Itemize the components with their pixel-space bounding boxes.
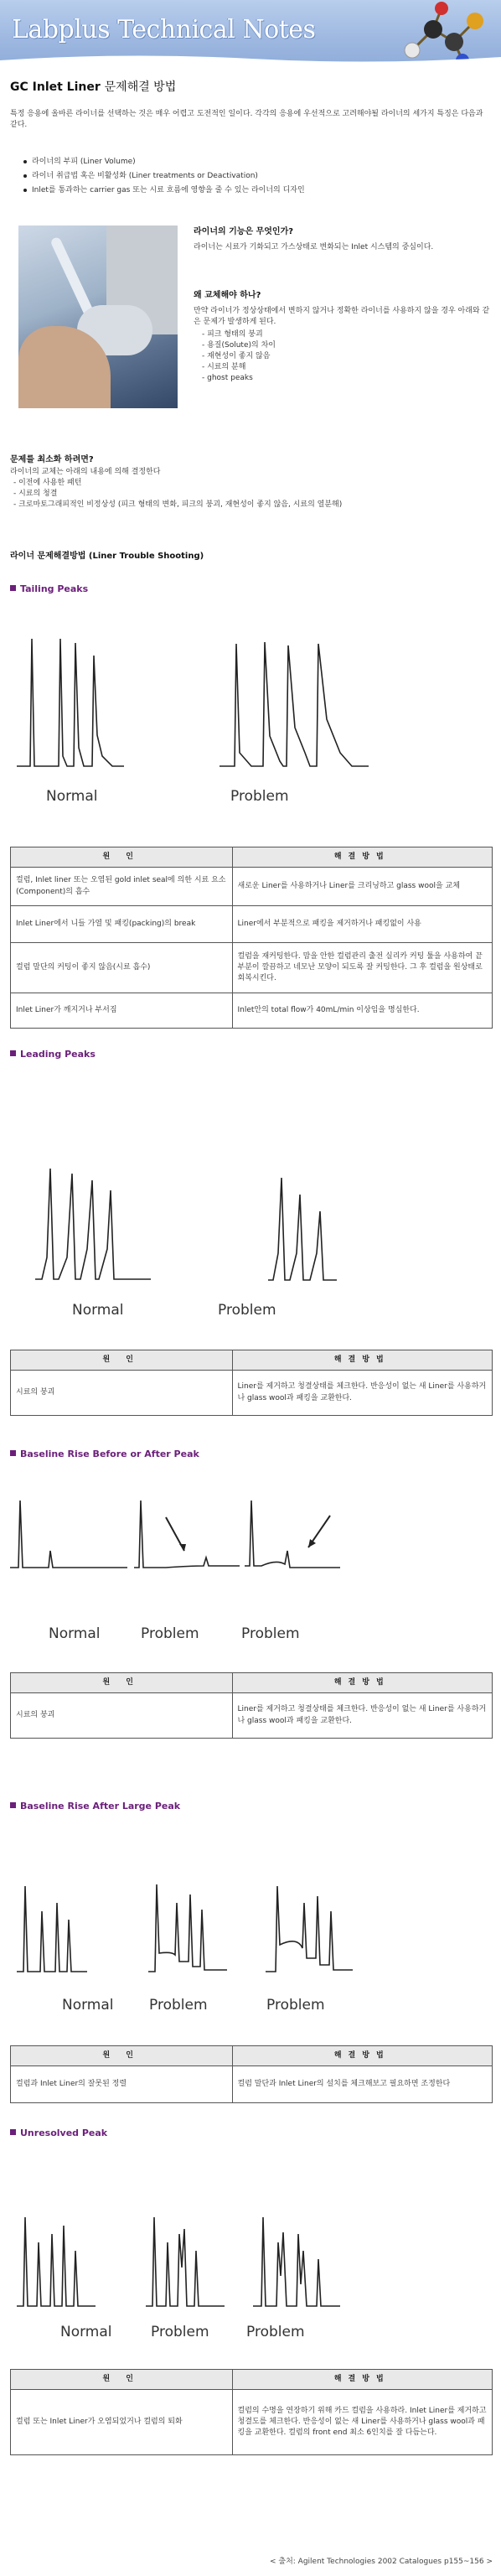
table-header-solution: 해결방법 (232, 2370, 493, 2390)
list-item: - 피크 형태의 붕괴 (202, 329, 495, 340)
normal-label: Normal (72, 1302, 124, 1319)
chromatogram-normal (8, 1492, 134, 1576)
tailing-table (10, 847, 493, 1029)
problem-label: Problem (218, 1302, 276, 1319)
problem-label: Problem (149, 1997, 208, 2014)
banner-wave (0, 52, 501, 67)
minimize-question: 문제를 최소화 하려면? (10, 455, 94, 464)
list-item: - 시료의 청결 (13, 489, 492, 500)
solution-cell: 컬럼 말단과 Inlet Liner의 설치를 체크해보고 필요하면 조정한다 (232, 2066, 493, 2103)
intro-paragraph: 특정 응용에 올바른 라이너를 선택하는 것은 매우 어렵고 도전적인 일이다. 각각의 응용에 우선적으로 고려해야될 라이너의 세가지 특징은 다음과 같다. (10, 110, 483, 130)
list-item: - ghost peaks (202, 373, 495, 384)
page-title-en: GC Inlet Liner (10, 80, 101, 94)
list-item: - 크로마토그래피적인 비정상성 (피크 형태의 변화, 피크의 붕괴, 재현성이 좋지 않음, 시료의 열분해) (13, 500, 492, 511)
chromatogram-problem (132, 1492, 241, 1576)
page-title (10, 79, 176, 96)
baseline-rise-table (10, 1672, 493, 1739)
trouble-heading: 라이너 문제해결방법 (Liner Trouble Shooting) (10, 552, 204, 561)
solution-cell: 새로운 Liner를 사용하거나 Liner를 크리닝하고 glass wool을 교체 (232, 868, 493, 906)
chromatogram-problem (264, 1878, 356, 1978)
chromatogram-normal (15, 1878, 90, 1978)
list-item: - 이전에 사용한 패턴 (13, 478, 492, 489)
table-row (11, 993, 493, 1029)
normal-label: Normal (62, 1997, 114, 2014)
solution-cell: 컬럼을 재커팅한다. 맘을 안한 컬럼관리 출전 실리카 커팅 툴을 사용하여 끝부분이 깔끔하고 네모난 모양이 되도록 잘 커팅한다. 그 후 컬럼을 원상태로 회복시킨다. (232, 943, 493, 993)
table-row (11, 1693, 493, 1739)
problem-label: Problem (141, 1625, 199, 1642)
minimize-list (13, 478, 492, 511)
normal-label: Normal (60, 2324, 112, 2340)
chromatogram-problem (218, 627, 373, 771)
cause-cell: 컬럼, Inlet liner 또는 오염된 gold inlet seal에 의한 시료 요소(Component)의 흡수 (11, 868, 233, 906)
section-title-leading: Leading Peaks (10, 1048, 96, 1061)
solution-cell: Liner를 제거하고 청결상태를 체크한다. 반응성이 없는 새 Liner를 사용하거나 glass wool과 패킹을 교환한다. (232, 1693, 493, 1739)
normal-label: Normal (46, 788, 98, 805)
qa-replace-question: 왜 교체해야 하나? (194, 291, 261, 300)
table-header-solution: 해결방법 (232, 1350, 493, 1371)
problem-label: Problem (230, 788, 289, 805)
cause-cell: 시료의 붕괴 (11, 1371, 233, 1416)
table-row (11, 906, 493, 943)
section-title-baseline-rise: Baseline Rise Before or After Peak (10, 1448, 199, 1461)
qa-replace-answer: 만약 라이너가 정상상태에서 변하지 않거나 정확한 라이너를 사용하지 않을 경우 아래와 같은 문제가 발생하게 된다. (194, 306, 490, 326)
list-item: Inlet를 통과하는 carrier gas 또는 시료 흐름에 영향을 줄 수 있는 라이너의 디자인 (23, 185, 493, 196)
table-header-row (11, 2046, 493, 2066)
solution-cell: Inlet안의 total flow가 40mL/min 이상임을 명심한다. (232, 993, 493, 1029)
baseline-large-table (10, 2045, 493, 2103)
unresolved-table (10, 2369, 493, 2455)
cause-cell: 컬럼 말단의 커팅이 좋지 않음(시료 흡수) (11, 943, 233, 993)
liner-install-photo (18, 225, 178, 408)
source-citation: < 출처: Agilent Technologies 2002 Catalogues p155~156 > (270, 2558, 493, 2566)
table-header-solution: 해결방법 (232, 2046, 493, 2066)
table-header-cause: 원 인 (11, 2046, 233, 2066)
qa-function (194, 226, 495, 253)
table-header-solution: 해결방법 (232, 1673, 493, 1693)
table-header-cause: 원 인 (11, 1350, 233, 1371)
table-header-solution: 해결방법 (232, 847, 493, 868)
chromatogram-problem (147, 1878, 230, 1978)
problem-label: Problem (246, 2324, 305, 2340)
table-row (11, 2390, 493, 2455)
problem-label: Problem (241, 1625, 300, 1642)
cause-cell: 시료의 붕괴 (11, 1693, 233, 1739)
table-header-cause: 원 인 (11, 847, 233, 868)
chromatogram-normal (15, 622, 132, 773)
cause-cell: Inlet Liner에서 니들 가열 및 패킹(packing)의 break (11, 906, 233, 943)
liner-features-list (23, 157, 493, 200)
list-item: - 재현성이 좋지 않음 (202, 351, 495, 362)
chromatogram-normal (34, 1157, 159, 1291)
solution-cell: Liner에서 부분적으로 패킹을 제거하거나 패킹없이 사용 (232, 906, 493, 943)
table-header-row (11, 1673, 493, 1693)
qa-function-answer: 라이너는 시료가 기화되고 가스상태로 변화되는 Inlet 시스템의 중심이다. (194, 242, 434, 251)
chromatogram-problem (144, 2209, 228, 2314)
cause-cell: 컬럼과 Inlet Liner의 잘못된 정렬 (11, 2066, 233, 2103)
table-row (11, 943, 493, 993)
table-header-row (11, 2370, 493, 2390)
list-item: 라이너 취급법 혹은 비활성화 (Liner treatments or Deactivation) (23, 171, 493, 182)
table-header-row (11, 847, 493, 868)
table-row (11, 868, 493, 906)
chromatogram-problem (243, 1492, 343, 1576)
list-item: - 시료의 분해 (202, 362, 495, 373)
chromatogram-problem (266, 1161, 338, 1291)
list-item: - 용질(Solute)의 차이 (202, 340, 495, 351)
table-row (11, 2066, 493, 2103)
table-header-cause: 원 인 (11, 2370, 233, 2390)
solution-cell: 컬럼의 수명을 연장하기 위해 카드 컬럼을 사용하라. Inlet Liner를 제거하고 청결도를 체크한다. 반응성이 없는 새 Liner를 사용하거나 glass wool과 패킹을 교환한다. 컬럼의 front end 최소 6인치를 잘 다듬는다. (232, 2390, 493, 2455)
problem-label: Problem (151, 2324, 209, 2340)
table-header-row (11, 1350, 493, 1371)
problem-label: Problem (266, 1997, 325, 2014)
normal-label: Normal (49, 1625, 101, 1642)
minimize-block (10, 454, 492, 511)
banner-title: Labplus Technical Notes (12, 15, 316, 44)
page-title-ko: 문제해결 방법 (104, 80, 177, 94)
qa-replace (194, 290, 495, 384)
cause-cell: 컬럼 또는 Inlet Liner가 오염되었거나 컬럼의 퇴화 (11, 2390, 233, 2455)
header-banner (0, 0, 501, 67)
chromatogram-normal (15, 2209, 99, 2314)
section-title-tailing: Tailing Peaks (10, 583, 88, 596)
chromatogram-problem (251, 2209, 343, 2314)
cause-cell: Inlet Liner가 깨지거나 부서짐 (11, 993, 233, 1029)
qa-function-question: 라이너의 기능은 무엇인가? (194, 227, 294, 236)
solution-cell: Liner를 제거하고 청결상태를 체크한다. 반응성이 없는 새 Liner를 사용하거나 glass wool과 패킹을 교환한다. (232, 1371, 493, 1416)
minimize-answer: 라이너의 교체는 아래의 내용에 의해 결정한다 (10, 467, 161, 476)
leading-table (10, 1350, 493, 1416)
section-title-unresolved: Unresolved Peak (10, 2127, 107, 2140)
table-header-cause: 원 인 (11, 1673, 233, 1693)
section-title-baseline-large: Baseline Rise After Large Peak (10, 1800, 180, 1813)
list-item: 라이너의 부피 (Liner Volume) (23, 157, 493, 168)
qa-replace-list (202, 329, 495, 384)
table-row (11, 1371, 493, 1416)
